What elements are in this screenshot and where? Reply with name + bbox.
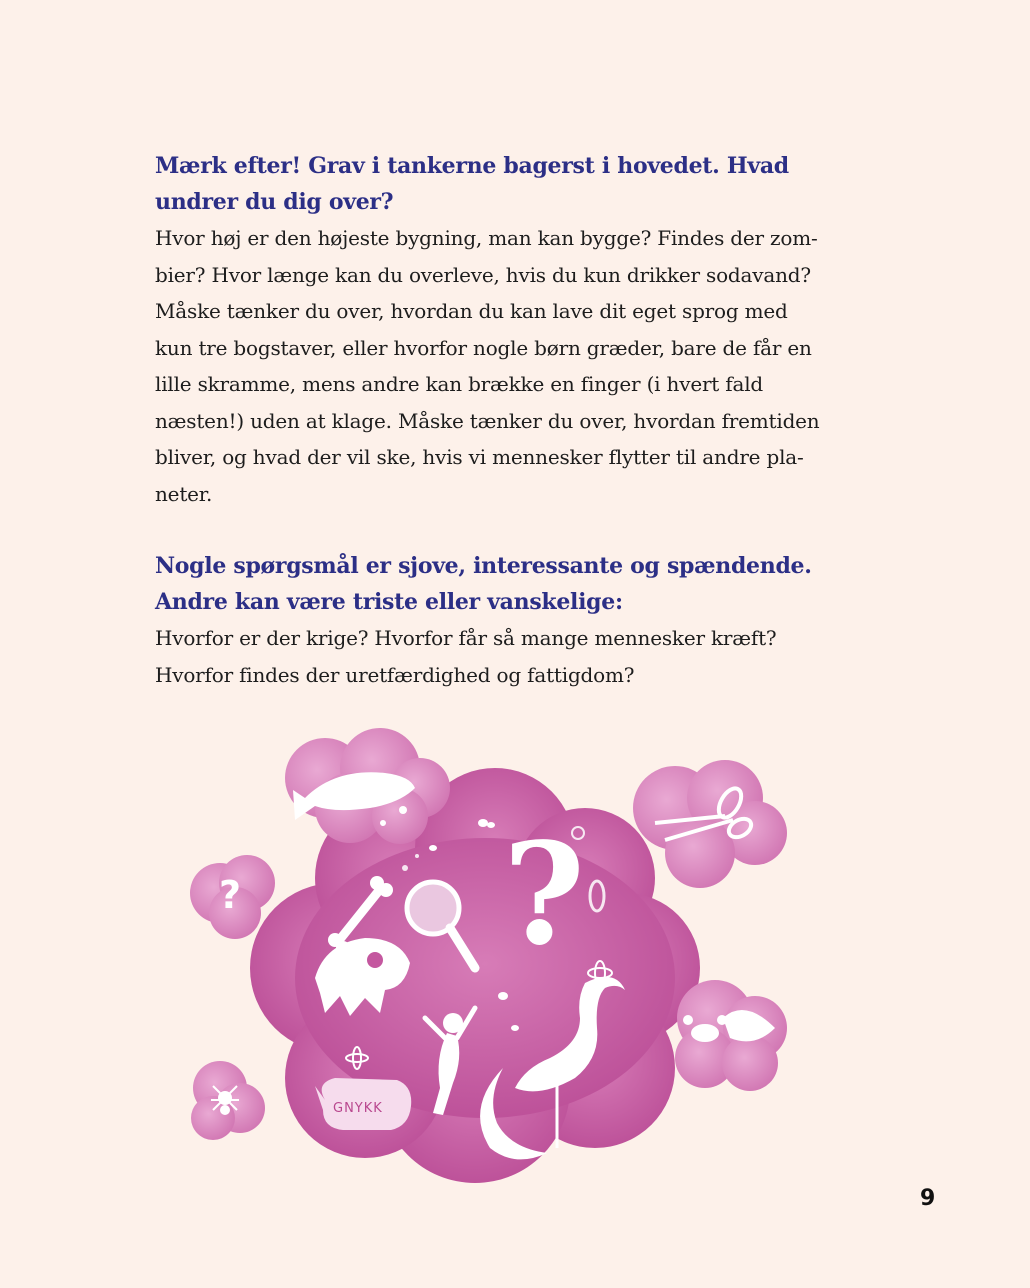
section-body: Hvor høj er den højeste bygning, man kan bygge? Findes der zom- bier? Hvor længe kan du overleve, hvis du kun drikker sodavand? Måske tænker du over, hvordan du kan lave dit eget sprog med kun tre bogstaver, eller hvorfor nogle børn græder, bare de får en lille skramme, mens andre kan brække en finger (i hvert fald næsten!) uden at klage. Måske tænker du over, hvordan fremtiden bliver, og hvad der vil ske, hvis vi mennesker flytter til andre pla- neter. bbox=[155, 226, 820, 506]
speech-bubble-icon bbox=[315, 1078, 411, 1130]
small-question-mark-icon: ? bbox=[219, 873, 242, 917]
section-questions bbox=[155, 548, 885, 693]
speech-bubble-text: GNYKK bbox=[333, 1101, 383, 1116]
section-wonder bbox=[155, 148, 885, 512]
thought-cloud-crab bbox=[675, 980, 787, 1091]
thought-cloud-fish bbox=[285, 728, 450, 844]
section-heading: Mærk efter! Grav i tankerne bagerst i hovedet. Hvad undrer du dig over? bbox=[155, 153, 789, 215]
section-body: Hvorfor er der krige? Hvorfor får så mange mennesker kræft? Hvorfor findes der uretfærdighed og fattigdom? bbox=[155, 626, 777, 687]
thought-cloud-spider bbox=[191, 1061, 265, 1140]
svg-text:?: ? bbox=[503, 813, 586, 977]
page-number: 9 bbox=[920, 1186, 936, 1211]
thought-clouds-illustration bbox=[185, 728, 795, 1183]
thought-cloud-scissors bbox=[633, 760, 787, 888]
section-heading: Nogle spørgsmål er sjove, interessante og spændende. Andre kan være triste eller vanskelige: bbox=[155, 553, 812, 615]
